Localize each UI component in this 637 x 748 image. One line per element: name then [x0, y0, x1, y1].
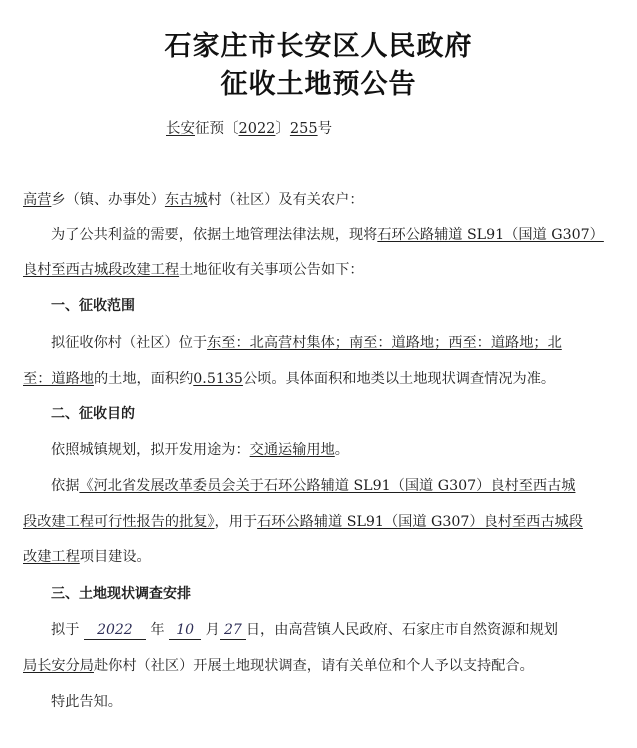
document-number — [166, 117, 332, 138]
closing-remark: 特此告知。 — [51, 694, 122, 710]
section-2-heading: 二、征收目的 — [51, 406, 135, 422]
day-label: 日，由高营镇人民政府、石家庄市自然资源和规划 — [245, 622, 558, 638]
intro-line-1 — [51, 225, 609, 245]
township-name: 高营 — [23, 192, 52, 208]
project-name-part1: 石环公路辅道 SL91（国道 G307） — [377, 227, 604, 243]
year-label: 年 — [150, 622, 165, 638]
document-title: 石家庄市长安区人民政府 — [164, 31, 473, 62]
document-subtitle: 征收土地预公告 — [220, 69, 417, 100]
bureau-name: 局长安分局 — [23, 658, 94, 674]
intro-tail: 土地征收有关事项公告如下： — [179, 262, 364, 278]
scope-line-1 — [51, 333, 609, 353]
survey-month: 10 — [169, 621, 201, 640]
township-suffix: 乡（镇、办事处） — [51, 192, 165, 208]
village-suffix: 村（社区）及有关农户： — [207, 192, 364, 208]
survey-tail: 赴你村（社区）开展土地现状调查，请有关单位和个人予以支持配合。 — [93, 658, 534, 674]
survey-year: 2022 — [84, 621, 146, 640]
basis-intro: 依据 — [51, 478, 80, 494]
basis-line-3 — [23, 547, 609, 567]
purpose-intro: 依照城镇规划，拟开发用途为： — [51, 442, 250, 458]
survey-line-1 — [51, 620, 609, 640]
basis-line-2 — [23, 512, 609, 532]
basis-line-1 — [51, 476, 609, 496]
survey-day: 27 — [220, 621, 246, 640]
area-suffix: 公顷。具体面积和地类以土地现状调查情况为准。 — [242, 371, 556, 387]
project-name-2-part2: 改建工程 — [23, 549, 80, 565]
intro-line-2 — [23, 260, 609, 280]
scope-line-2 — [23, 369, 609, 389]
project-name-part2: 良村至西古城段改建工程 — [23, 262, 180, 278]
purpose-line — [51, 440, 609, 460]
area-prefix: 的土地，面积约 — [93, 371, 194, 387]
doc-year: 2022 — [238, 121, 276, 137]
boundary-north: 至：道路地 — [23, 371, 94, 387]
month-label: 月 — [205, 622, 220, 638]
approval-title-part1: 《河北省发展改革委员会关于石环公路辅道 SL91（国道 G307）良村至西古城 — [79, 478, 576, 494]
doc-serial: 255 — [289, 121, 318, 137]
doc-prefix: 长安 — [166, 121, 195, 137]
addressee-line — [23, 190, 609, 210]
intro-text: 为了公共利益的需要，依据土地管理法律法规，现将 — [51, 227, 378, 243]
boundary-description: 东至：北高营村集体；南至：道路地；西至：道路地；北 — [207, 335, 562, 351]
area-value: 0.5135 — [193, 371, 243, 387]
survey-line-2 — [23, 656, 609, 676]
purpose-end: 。 — [334, 442, 349, 458]
basis-for: ，用于 — [214, 514, 258, 530]
survey-intro: 拟于 — [51, 622, 80, 638]
project-name-2-part1: 石环公路辅道 SL91（国道 G307）良村至西古城段 — [257, 514, 583, 530]
scope-intro: 拟征收你村（社区）位于 — [51, 335, 208, 351]
section-3-heading: 三、土地现状调查安排 — [51, 586, 191, 602]
basis-tail: 项目建设。 — [79, 549, 151, 565]
section-1-heading: 一、征收范围 — [51, 298, 135, 314]
land-use: 交通运输用地 — [249, 442, 335, 458]
approval-title-part2: 段改建工程可行性报告的批复》 — [23, 514, 215, 530]
doc-middle: 征预〔 — [195, 121, 239, 137]
village-name: 东古城 — [164, 192, 208, 208]
doc-close: 〕 — [275, 121, 290, 137]
doc-suffix: 号 — [317, 121, 333, 137]
